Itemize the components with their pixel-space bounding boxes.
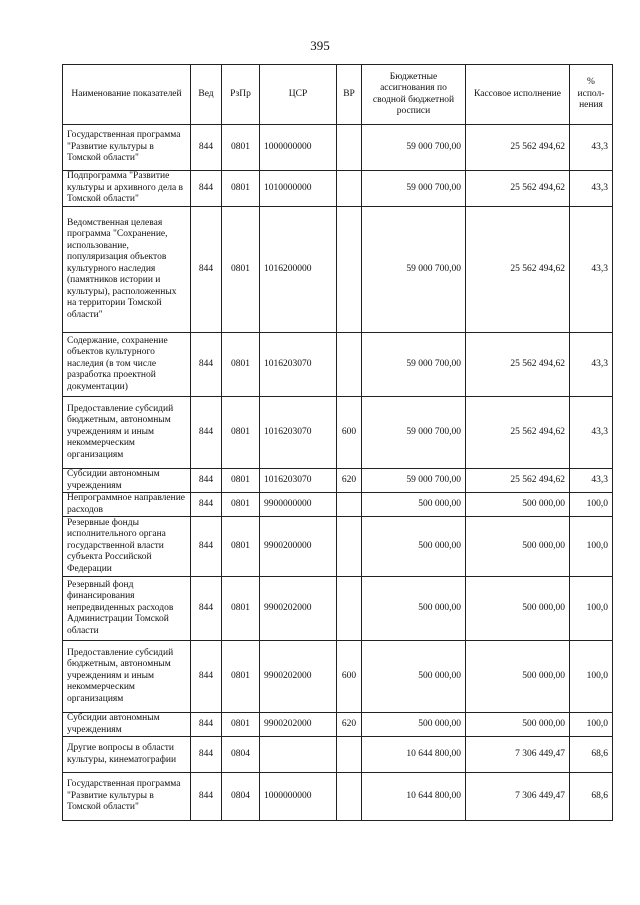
table-row (63, 517, 613, 577)
table-row (63, 333, 613, 397)
table-row (63, 397, 613, 469)
row-csr: 9900202000 (260, 641, 337, 713)
row-rzpr: 0801 (222, 469, 260, 493)
header-budget: Бюджетные ассигнования по сводной бюджетной росписи (362, 65, 466, 125)
row-name: Другие вопросы в области культуры, кинематографии (63, 737, 191, 773)
row-vr (337, 577, 362, 641)
row-name: Субсидии автономным учреждениям (63, 469, 191, 493)
row-csr: 1016203070 (260, 397, 337, 469)
row-ved: 844 (191, 397, 222, 469)
row-budget: 10 644 800,00 (362, 773, 466, 821)
row-rzpr: 0801 (222, 641, 260, 713)
row-rzpr: 0801 (222, 171, 260, 207)
row-name: Субсидии автономным учреждениям (63, 713, 191, 737)
row-cash: 25 562 494,62 (466, 125, 570, 171)
table-row (63, 207, 613, 333)
row-budget: 10 644 800,00 (362, 737, 466, 773)
row-ved: 844 (191, 333, 222, 397)
row-vr (337, 171, 362, 207)
row-pct: 43,3 (570, 171, 613, 207)
row-name: Резервный фонд финансирования непредвиденных расходов Администрации Томской области (63, 577, 191, 641)
row-name: Подпрограмма "Развитие культуры и архивного дела в Томской области" (63, 171, 191, 207)
row-pct: 43,3 (570, 333, 613, 397)
row-name: Содержание, сохранение объектов культурного наследия (в том числе разработка проектной документации) (63, 333, 191, 397)
row-pct: 43,3 (570, 397, 613, 469)
row-rzpr: 0801 (222, 517, 260, 577)
table-row (63, 125, 613, 171)
row-cash: 25 562 494,62 (466, 469, 570, 493)
header-pct: % испол-нения (570, 65, 613, 125)
row-rzpr: 0801 (222, 207, 260, 333)
row-name: Ведомственная целевая программа "Сохранение, использование, популяризация объектов культурного наследия (памятников истории и культуры), расположенных на территории Томской области" (63, 207, 191, 333)
row-cash: 500 000,00 (466, 641, 570, 713)
header-name: Наименование показателей (63, 65, 191, 125)
row-cash: 500 000,00 (466, 493, 570, 517)
row-cash: 25 562 494,62 (466, 333, 570, 397)
row-rzpr: 0801 (222, 333, 260, 397)
row-ved: 844 (191, 737, 222, 773)
row-csr: 1016200000 (260, 207, 337, 333)
row-vr (337, 333, 362, 397)
table-row (63, 773, 613, 821)
row-ved: 844 (191, 171, 222, 207)
row-vr (337, 125, 362, 171)
row-vr: 600 (337, 397, 362, 469)
row-rzpr: 0801 (222, 713, 260, 737)
header-ved: Вед (191, 65, 222, 125)
row-csr: 1000000000 (260, 125, 337, 171)
row-vr (337, 493, 362, 517)
row-csr (260, 737, 337, 773)
row-cash: 25 562 494,62 (466, 171, 570, 207)
row-cash: 500 000,00 (466, 577, 570, 641)
row-ved: 844 (191, 207, 222, 333)
table-row (63, 737, 613, 773)
row-csr: 9900200000 (260, 517, 337, 577)
row-pct: 43,3 (570, 125, 613, 171)
row-name: Предоставление субсидий бюджетным, автономным учреждениям и иным некоммерческим организациям (63, 397, 191, 469)
row-csr: 9900000000 (260, 493, 337, 517)
row-budget: 500 000,00 (362, 493, 466, 517)
row-cash: 7 306 449,47 (466, 773, 570, 821)
row-name: Предоставление субсидий бюджетным, автономным учреждениям и иным некоммерческим организациям (63, 641, 191, 713)
row-vr: 600 (337, 641, 362, 713)
row-pct: 68,6 (570, 773, 613, 821)
budget-table (62, 64, 613, 821)
row-budget: 500 000,00 (362, 713, 466, 737)
row-ved: 844 (191, 641, 222, 713)
row-rzpr: 0801 (222, 125, 260, 171)
row-name: Государственная программа "Развитие культуры в Томской области" (63, 125, 191, 171)
row-name: Государственная программа "Развитие культуры в Томской области" (63, 773, 191, 821)
row-rzpr: 0804 (222, 773, 260, 821)
row-pct: 43,3 (570, 207, 613, 333)
row-budget: 59 000 700,00 (362, 397, 466, 469)
row-ved: 844 (191, 493, 222, 517)
table-row (63, 577, 613, 641)
row-pct: 100,0 (570, 713, 613, 737)
row-cash: 25 562 494,62 (466, 397, 570, 469)
row-vr (337, 773, 362, 821)
header-rzpr: РзПр (222, 65, 260, 125)
row-budget: 59 000 700,00 (362, 333, 466, 397)
table-row (63, 641, 613, 713)
row-vr: 620 (337, 713, 362, 737)
page-number: 395 (310, 38, 330, 53)
row-ved: 844 (191, 577, 222, 641)
row-vr (337, 517, 362, 577)
row-rzpr: 0801 (222, 397, 260, 469)
row-pct: 100,0 (570, 577, 613, 641)
row-ved: 844 (191, 517, 222, 577)
row-rzpr: 0804 (222, 737, 260, 773)
row-budget: 500 000,00 (362, 641, 466, 713)
row-vr (337, 207, 362, 333)
row-cash: 500 000,00 (466, 517, 570, 577)
table-row (63, 469, 613, 493)
table-header-row (63, 65, 613, 125)
row-ved: 844 (191, 773, 222, 821)
row-pct: 100,0 (570, 493, 613, 517)
row-name: Непрограммное направление расходов (63, 493, 191, 517)
row-budget: 59 000 700,00 (362, 207, 466, 333)
row-budget: 500 000,00 (362, 577, 466, 641)
row-csr: 1010000000 (260, 171, 337, 207)
header-cash: Кассовое исполнение (466, 65, 570, 125)
row-budget: 500 000,00 (362, 517, 466, 577)
row-cash: 500 000,00 (466, 713, 570, 737)
row-budget: 59 000 700,00 (362, 469, 466, 493)
header-csr: ЦСР (260, 65, 337, 125)
row-ved: 844 (191, 469, 222, 493)
row-pct: 68,6 (570, 737, 613, 773)
row-vr: 620 (337, 469, 362, 493)
row-ved: 844 (191, 713, 222, 737)
row-budget: 59 000 700,00 (362, 125, 466, 171)
row-csr: 9900202000 (260, 713, 337, 737)
row-name: Резервные фонды исполнительного органа государственной власти субъекта Российской Федерации (63, 517, 191, 577)
row-pct: 100,0 (570, 517, 613, 577)
row-ved: 844 (191, 125, 222, 171)
row-csr: 1000000000 (260, 773, 337, 821)
row-rzpr: 0801 (222, 577, 260, 641)
row-vr (337, 737, 362, 773)
table-row (63, 713, 613, 737)
row-pct: 43,3 (570, 469, 613, 493)
header-vr: ВР (337, 65, 362, 125)
row-csr: 9900202000 (260, 577, 337, 641)
row-rzpr: 0801 (222, 493, 260, 517)
row-csr: 1016203070 (260, 469, 337, 493)
table-row (63, 493, 613, 517)
row-csr: 1016203070 (260, 333, 337, 397)
table-row (63, 171, 613, 207)
row-cash: 7 306 449,47 (466, 737, 570, 773)
row-cash: 25 562 494,62 (466, 207, 570, 333)
row-pct: 100,0 (570, 641, 613, 713)
row-budget: 59 000 700,00 (362, 171, 466, 207)
